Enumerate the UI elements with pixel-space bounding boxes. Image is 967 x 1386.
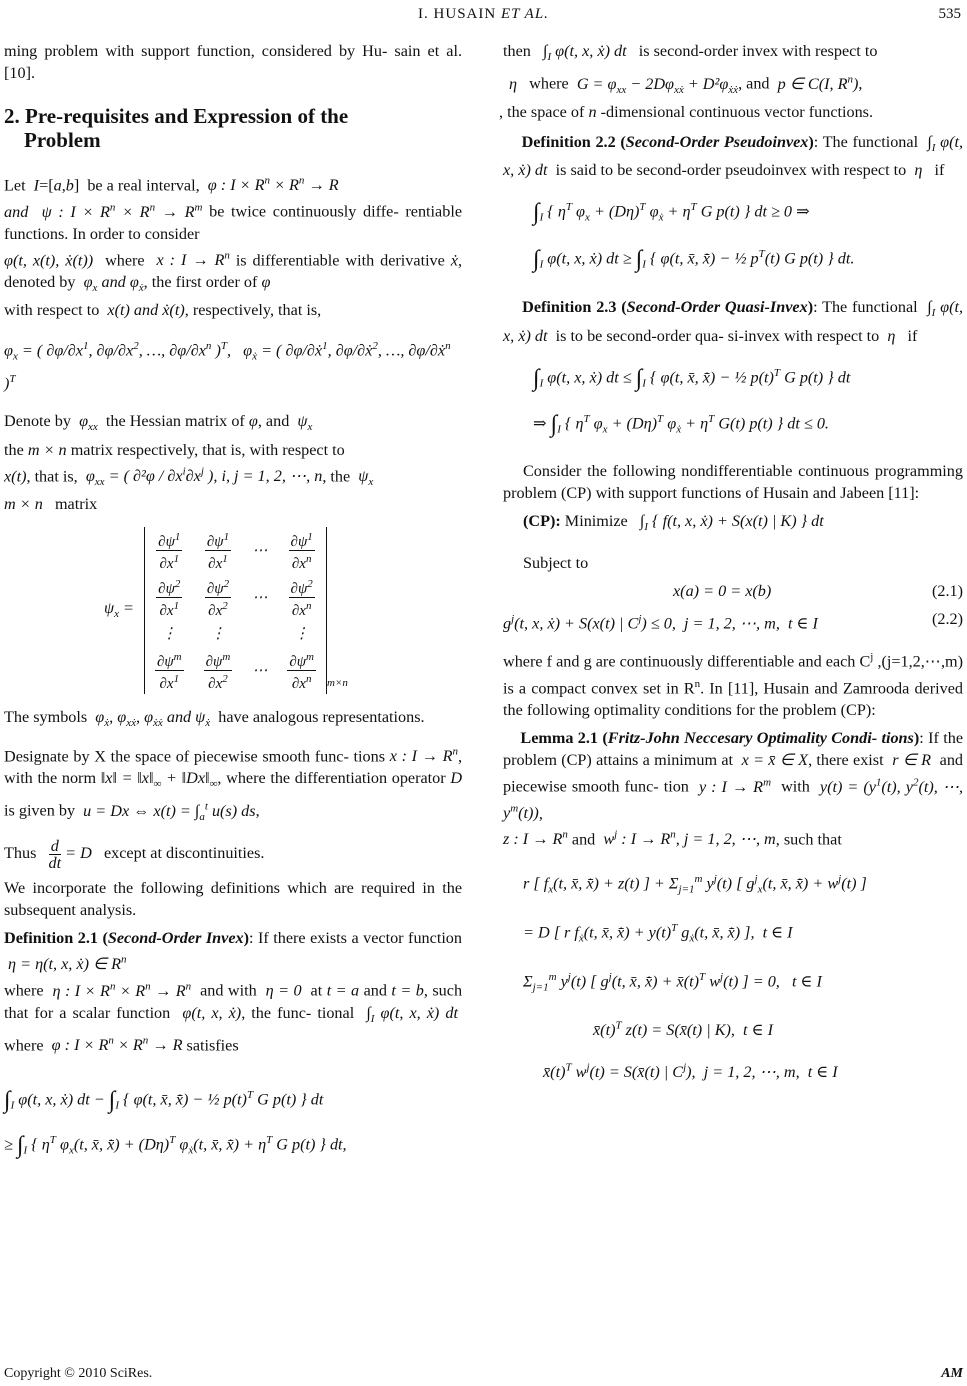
def23-text: : The functional [813, 298, 918, 317]
denote-text-e: matrix respectively, that is, with respect to [70, 440, 345, 459]
where-fg-text-c: . In [11], Husain and Zamrooda derived the following optimality conditions for the problem (CP): [503, 679, 963, 720]
def21-where2: where [4, 1036, 44, 1055]
where-fg-text: where f and g are continuously differentiable and each C [503, 652, 871, 671]
denote-text: Denote by [4, 412, 71, 431]
cp-label: (CP): [523, 511, 561, 530]
fritz-john-conditions: r [ $f_x(t$, x̄, x̄̇) + z(t) ] + $\Sigma_{j=1}^m$ $y^j(t)$ [ $g^j_x(t$, x̄, x̄̇) + $w^j(t)$ ] = D [ r $f_ẋ(t$, x̄, x̄̇) + $y(t)^T$ $g_ẋ(t$, x̄, x̄̇) ], t ∈ I $\Sigma_{j=1}^m$ $y^j(t)$ [ $g^j(t$, x̄, x̄̇) + $x̄(t)^T$ $w^j(t)$ ] = 0, t ∈ I $x̄(t)^T$ z(t) = S(x̄(t) | K), t ∈ I $x̄(t)^T$ $w^j(t)$ = S(x̄(t) | $C^j$), j = 1, 2, ⋯, m, t ∈ I [523, 873, 867, 1082]
intro-paragraph: ming problem with support function, considered by Hu- sain et al. [10]. [4, 42, 462, 82]
paragraph-then: then $\int_I$ φ(t, x, ẋ) dt is second-order invex with respect to η where $G = \varphi_{xx} - 2D\varphi_{xẋ} + D^2\varphi_{ẋẋ}$, and p ∈ C(I, $R^n$), , the space of n -dimensional continuous vector functions. [499, 42, 878, 121]
section-heading [4, 104, 462, 152]
p1-text-c: where [105, 251, 145, 270]
definition-2-3: Definition 2.3 (Second-Order Quasi-Invex): The functional $\int_I$ φ(t, x, ẋ) dt is to be second-order qua- si-invex with respect to η if [503, 298, 964, 345]
paragraph-consider: Consider the following nondifferentiable continuous programming problem (CP) with support functions of Husain and Jabeen [11]: [503, 461, 963, 502]
denote-text-d: the [4, 440, 24, 459]
matrix-label: matrix [54, 495, 98, 514]
designate-text-d: is given by [4, 801, 76, 820]
where-g-text: where [529, 74, 569, 93]
symbols-text-b: have analogous representations. [218, 708, 425, 727]
def21-satisfies: satisfies [186, 1036, 239, 1055]
paragraph-incorporate: We incorporate the following definitions which are required in the subsequent analysis. [4, 878, 462, 919]
jacobian-matrix: $\psi_x$ = $\frac{\partial\psi^1}{\partial x^1}$ $\frac{\partial\psi^1}{\partial x^1}$ ⋯ $\frac{\partial\psi^1}{\partial x^n}$ $\frac{\partial\psi^2}{\partial x^1}$ $\frac{\partial\psi^2}{\partial x^2}$ ⋯ $\frac{\partial\psi^2}{\partial x^n}$ ⋮ ⋮ ⋮ $\frac{\partial\psi^m}{\partial x^1}$ $\frac{\partial\psi^m}{\partial x^2}$ ⋯ $\frac{\partial\psi^m}{\partial x^n}$ m×n [104, 527, 462, 694]
paragraph-denote: Denote by $\varphi_{xx}$ the Hessian matrix of φ, and $\psi_x$ the m × n matrix respectively, that is, with respect to x(t), that is, $\varphi_{xx}$ = ( $\partial^2\varphi / \partial x^i\partial x^j$ ), i, j = 1, 2, ⋯, n, the $\psi_x$ m × n matrix [4, 412, 374, 514]
journal-abbrev: AM [941, 1366, 963, 1381]
lemma-with: with [781, 777, 810, 796]
thus-text: Thus [4, 843, 37, 862]
right-column [499, 40, 964, 1101]
symbols-text: The symbols [4, 708, 88, 727]
def21-title: Definition 2.1 [4, 928, 98, 947]
pseudoinvex-condition: $\int_I$ { $\eta^T$ $\varphi_x + (D\eta)^T$ $\varphi_ẋ + \eta^T$ G p(t) } dt ≥ 0 ⇒ $\int_I$ φ(t, x, ẋ) dt ≥ $\int_I$ { φ(t, x̄, x̄̇) − ½ $p^T(t)$ G p(t) } dt. [533, 199, 855, 273]
eq-number-2-2: (2.2) [931, 610, 963, 629]
definition-2-2: Definition 2.2 (Second-Order Pseudoinvex): The functional $\int_I$ φ(t, x, ẋ) dt is said to be second-order pseudoinvex with respect to η if [503, 132, 963, 180]
def21-func: , the func- tional [241, 1003, 355, 1022]
lemma-name: Fritz-John Neccesary Optimality Condi- tions [607, 729, 914, 748]
running-head-etal: ET AL. [500, 6, 549, 22]
lemma-text-c: and piecewise smooth func- tion [503, 751, 964, 796]
designate-text-c: , where the differentiation operator [217, 768, 446, 787]
cp-problem: (CP): Minimize $\int_I$ { f(t, x, ẋ) + S(x(t) | K) } dt [523, 511, 824, 534]
page-footer [4, 1366, 963, 1382]
then-text-b: is second-order invex with respect to [638, 42, 878, 60]
def21-and: and with [200, 981, 257, 1000]
p1-text-d: is differentiable with derivative [235, 251, 445, 270]
def22-title: Definition 2.2 [521, 132, 616, 151]
def21-rest: , such that for a scalar function [4, 981, 463, 1022]
denote-text-f: , that is, [26, 467, 78, 486]
left-column [4, 40, 462, 1177]
paragraph-symbols: The symbols $\varphi_ẋ$, $\varphi_{xẋ}$, $\varphi_{ẋẋ}$ and $\psi_ẋ$ have analogous representations. [4, 708, 425, 730]
p1-text: be a real interval, [87, 176, 200, 195]
paragraph-let: Let I=[a,b] be a real interval, φ : $I \times R^n \times R^n \to R$ and ψ : $I \times R^n \times R^n \to R^m$ be twice continuously diffe- rentiable functions. In order to consider φ(t, x(t), ẋ(t)) where x : $I \to R^n$ is differentiable with derivative ẋ, denoted by $\varphi_x$ and $\varphi_ẋ$, the first order of φ with respect to x(t) and ẋ(t), respectively, that is, [4, 175, 463, 320]
where-fg-text-b: ,(j=1,2,⋯,m) is a compact convex set in R [503, 652, 964, 698]
eq-number-2-1: (2.1) [931, 582, 963, 601]
denote-text-g: , the [322, 467, 351, 486]
then-text: then [503, 42, 531, 60]
quasiinvex-condition: $\int_I$ φ(t, x, ẋ) dt ≤ $\int_I$ { φ(t, x̄, x̄̇) − ½ $p(t)^T$ G p(t) } dt ⇒ $\int_I$ { $\eta^T$ $\varphi_x + (D\eta)^T$ $\varphi_ẋ + \eta^T$ G(t) p(t) } dt ≤ 0. [533, 365, 851, 438]
def22-text: : The functional [813, 132, 919, 151]
running-head [0, 6, 967, 23]
def21-name: Second-Order Invex [107, 928, 244, 947]
constraint-2-2: $g^j(t$, x, ẋ) + S(x(t) | $C^j) \le 0$, j = 1, 2, ⋯, m, t ∈ I (2.2) [503, 610, 963, 633]
def21-text: : If there exists a vector function [249, 928, 462, 947]
section-heading-line1: 2. Pre-requisites and Expression of the [4, 104, 349, 128]
section-heading-line2: Problem [24, 128, 101, 152]
paragraph-where-fg: where f and g are continuously differentiable and each $C^j$ ,(j=1,2,⋯,m) is a compact convex set in $R^n$. In [11], Husain and Zamrooda derived the following optimality conditions for the problem (CP): [503, 651, 964, 720]
constraint-2-1: x(a) = 0 = x(b) (2.1) [673, 582, 963, 601]
page-number: 535 [938, 6, 961, 22]
running-head-author: I. HUSAIN [418, 6, 497, 22]
p1-text-h: , respectively, that is, [184, 301, 322, 320]
denote-text-b: the Hessian matrix of [105, 412, 245, 431]
lemma-text: : If the problem (CP) attains a minimum at [503, 729, 964, 770]
def22-if: if [934, 161, 945, 180]
cp-minimize: Minimize [564, 511, 628, 530]
definition-2-1: Definition 2.1 (Second-Order Invex): If there exists a vector function η = η(t, x, ẋ) ∈ $R^n$ where η : $I \times R^n \times R^n \to R^n$ and with η = 0 at t = a and t = b, such that for a scalar function φ(t, x, ẋ), the func- tional $\int_I$ φ(t, x, ẋ) dt where φ : $I \times R^n \times R^n \to R$ satisfies [4, 928, 463, 1055]
where-and-text: , and [738, 74, 770, 93]
denote-text-c: , and [257, 412, 290, 431]
invex-inequality: $\int_I$ φ(t, x, ẋ) dt − $\int_I$ { φ(t, x̄, x̄̇) − ½ $p(t)^T$ G p(t) } dt ≥ $\int_I$ { $\eta^T$ $\varphi_x(t$, x̄, x̄̇) + $(D\eta)^T$ $\varphi_ẋ(t$, x̄, x̄̇) + $\eta^T$ G p(t) } dt, [4, 1087, 347, 1159]
def22-text-b: is said to be second-order pseudoinvex with respect to [555, 161, 907, 180]
lemma-2-1: Lemma 2.1 (Fritz-John Neccesary Optimality Condi- tions): If the problem (CP) attains a minimum at x = x̄ ∈ X, there exist r ∈ R and piecewise smooth func- tion y : $I \to R^m$ with $y(t) = (y^1(t)$, $y^2(t)$, ⋯, $y^m(t)$), z : $I \to R^n$ and $w^j$ : $I \to R^n$, j = 1, 2, ⋯, m, such that [503, 729, 964, 849]
paragraph-designate: Designate by X the space of piecewise smooth func- tions x : $I \to R^n$, with the norm ‖x‖ = $‖x‖_\infty$ + $‖Dx‖_\infty$, where the differentiation operator D is given by u = Dx ⇔ $x(t) = \int_a^t$ u(s) ds, [4, 745, 463, 823]
lemma-such: , such that [775, 830, 842, 849]
lemma-title: Lemma 2.1 [520, 729, 599, 748]
lemma-and: and [571, 830, 596, 849]
def22-name: Second-Order Pseudoinvex [625, 132, 809, 151]
def21-where: where [4, 981, 44, 1000]
subject-to: Subject to [523, 554, 589, 573]
def23-title: Definition 2.3 [522, 298, 617, 317]
space-text: , the space of [499, 102, 585, 121]
p1-text-g: with respect to [4, 301, 100, 320]
p1-text-f: , the first order of [143, 273, 258, 292]
copyright-text: Copyright © 2010 SciRes. [4, 1366, 153, 1381]
gradient-equation: $\varphi_x$ = ( $\partial\varphi/\partial x^1$, $\partial\varphi/\partial x^2$, …, $\partial\varphi/\partial x^n$ )$^T$, $\varphi_ẋ$ = ( ∂φ/∂ẋ$^1$, ∂φ/∂ẋ$^2$, …, ∂φ/∂ẋ$^n$ )$^T$ [4, 340, 451, 393]
thus-text-b: except at discontinuities. [103, 843, 265, 862]
def21-at: at [310, 981, 323, 1000]
space-text-b: -dimensional continuous vector functions. [600, 102, 874, 121]
designate-text: Designate by X the space of piecewise smooth func- tions [4, 746, 386, 765]
paragraph-thus: Thus $\frac{d}{dt}$ = D except at discontinuities. [4, 836, 265, 872]
lemma-text-b: , there exist [808, 751, 884, 770]
def23-name: Second-Order Quasi-Invex [626, 298, 808, 317]
def23-if: if [907, 326, 918, 345]
p1-text-b: be twice continuously diffe- rentiable functions. In order to consider [4, 202, 462, 243]
p1-text-e: , denoted by [4, 251, 463, 292]
def23-text-b: is to be second-order qua- si-invex with respect to [555, 326, 880, 345]
designate-text-b: , with the norm [4, 746, 463, 787]
